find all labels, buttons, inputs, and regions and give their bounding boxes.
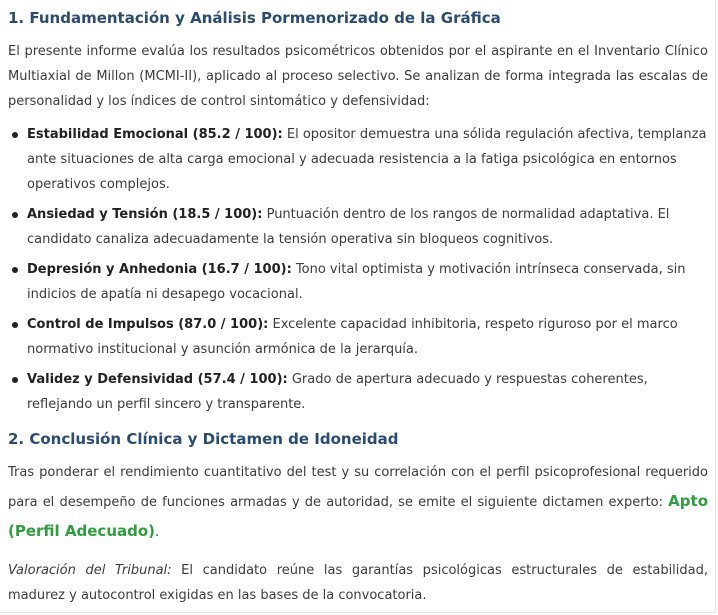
section-1-intro: El presente informe evalúa los resultados psicométricos obtenidos por el aspirante en el Inventario Clínico Multiaxial de Millon (MCMI-II), aplicado al proceso selectivo. Se analizan de forma integrada las escalas de personalidad y los índices de control sintomático y defensividad: [8, 44, 708, 109]
scale-label: Validez y Defensividad (57.4 / 100): [27, 372, 288, 387]
scale-list [8, 122, 708, 417]
list-item [27, 257, 708, 307]
scale-description: Puntuación dentro de los rangos de normalidad adaptativa. El candidato canaliza adecuadamente la tensión operativa sin bloqueos cognitivos. [27, 207, 670, 247]
list-item [27, 367, 708, 417]
list-item [27, 202, 708, 252]
tribunal-text: El candidato reúne las garantías psicológicas estructurales de estabilidad, madurez y autocontrol exigidas en las bases de la convocatoria. [8, 563, 709, 603]
scale-label: Control de Impulsos (87.0 / 100): [27, 317, 269, 332]
conclusion-paragraph [8, 459, 708, 547]
list-item [27, 122, 708, 197]
verdict-label: Apto (Perfil Adecuado) [8, 492, 708, 540]
bullet-icon [12, 377, 18, 383]
scale-label: Ansiedad y Tensión (18.5 / 100): [27, 207, 263, 222]
bullet-icon [12, 132, 18, 138]
conclusion-text: Tras ponderar el rendimiento cuantitativo del test y su correlación con el perfil psicoprofesional requerido para el desempeño de funciones armadas y de autoridad, se emite el siguiente dictamen experto: [8, 465, 708, 510]
scale-description: El opositor demuestra una sólida regulación afectiva, templanza ante situaciones de alta carga emocional y adecuada resistencia a la fatiga psicológica en entornos operativos complejos. [27, 127, 707, 192]
scale-description: Excelente capacidad inhibitoria, respeto riguroso por el marco normativo institucional y asunción armónica de la jerarquía. [27, 317, 678, 357]
scale-description: Grado de apertura adecuado y respuestas coherentes, reflejando un perfil sincero y transparente. [27, 372, 648, 412]
list-item [27, 312, 708, 362]
scale-description: Tono vital optimista y motivación intrínseca conservada, sin indicios de apatía ni desapego vocacional. [27, 262, 686, 302]
tribunal-label: Valoración del Tribunal: [8, 563, 172, 578]
bullet-icon [12, 267, 18, 273]
bullet-icon [12, 212, 18, 218]
tribunal-paragraph [8, 558, 708, 608]
verdict-period: . [155, 525, 160, 540]
section-1-heading: 1. Fundamentación y Análisis Pormenorizado de la Gráfica [8, 9, 501, 27]
scale-label: Depresión y Anhedonia (16.7 / 100): [27, 262, 292, 277]
section-2-heading: 2. Conclusión Clínica y Dictamen de Idoneidad [8, 430, 399, 448]
report-content [8, 7, 708, 608]
bullet-icon [12, 322, 18, 328]
scale-label: Estabilidad Emocional (85.2 / 100): [27, 127, 283, 142]
